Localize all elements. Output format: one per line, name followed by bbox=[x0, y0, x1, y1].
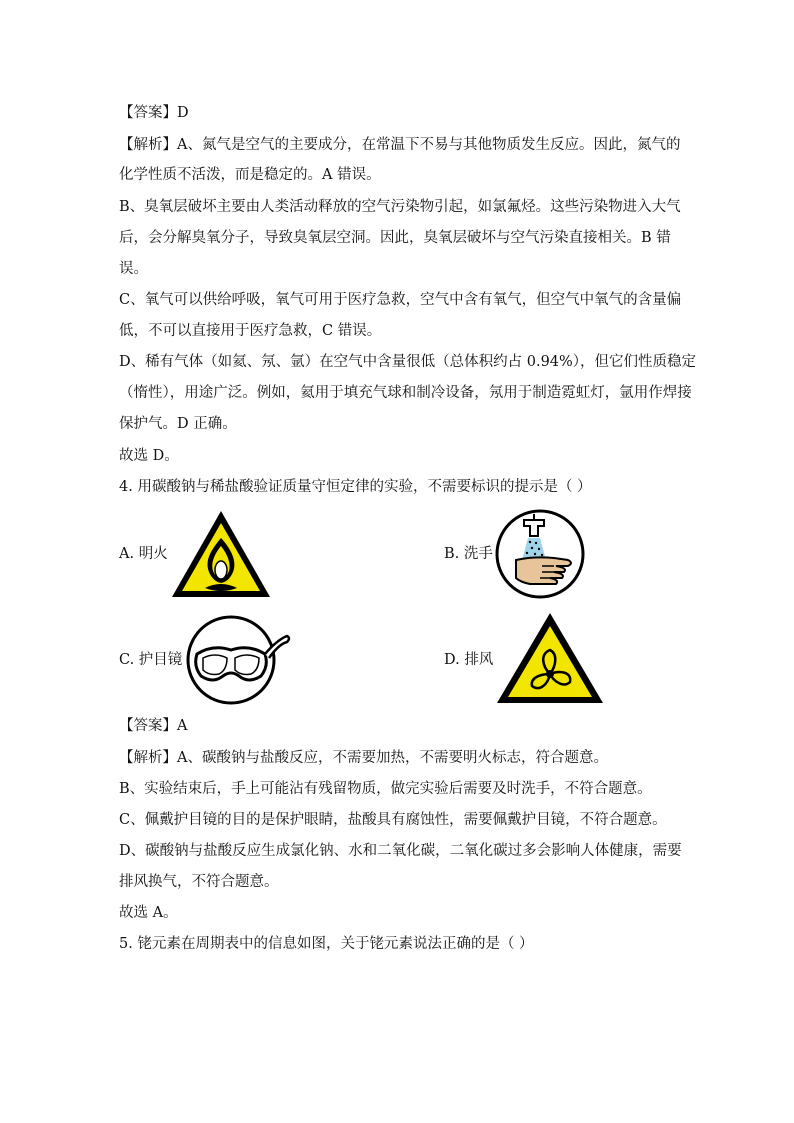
q4-stem: 4. 用碳酸钠与稀盐酸验证质量守恒定律的实验，不需要标识的提示是（ ） bbox=[119, 479, 592, 495]
q4-answer: 【答案】A bbox=[119, 718, 188, 734]
q3-analysis-line: 误。 bbox=[119, 261, 148, 277]
option-c-label: C. 护目镜 bbox=[119, 652, 183, 668]
option-b-label: B. 洗手 bbox=[444, 546, 493, 562]
q3-analysis-line: 化学性质不活泼，而是稳定的。A 错误。 bbox=[119, 167, 381, 183]
q5-stem: 5. 铑元素在周期表中的信息如图，关于铑元素说法正确的是（ ） bbox=[119, 936, 534, 952]
q3-analysis-line: （惰性），用途广泛。例如，氦用于填充气球和制冷设备，氖用于制造霓虹灯，氩用作焊接 bbox=[119, 385, 692, 401]
q3-analysis-line: D、稀有气体（如氦、氖、氩）在空气中含量很低（总体积约占 0.94%），但它们性质稳定 bbox=[119, 354, 697, 370]
q3-answer: 【答案】D bbox=[119, 105, 189, 121]
q3-analysis-line: B、臭氧层破坏主要由人类活动释放的空气污染物引起，如氯氟烃。这些污染物进入大气 bbox=[119, 199, 681, 215]
q3-analysis-line: 低，不可以直接用于医疗急救，C 错误。 bbox=[119, 323, 382, 339]
q4-analysis-line: 【解析】A、碳酸钠与盐酸反应，不需要加热，不需要明火标志，符合题意。 bbox=[119, 750, 608, 766]
q3-analysis-line: 【解析】A、氮气是空气的主要成分，在常温下不易与其他物质发生反应。因此，氮气的 bbox=[119, 137, 681, 153]
exhaust-fan-warning-icon bbox=[494, 610, 606, 706]
q3-analysis-line: 后，会分解臭氧分子，导致臭氧层空洞。因此，臭氧层破坏与空气污染直接相关。B 错 bbox=[119, 230, 671, 246]
q4-analysis-line: 排风换气，不符合题意。 bbox=[119, 874, 279, 890]
option-d-label: D. 排风 bbox=[444, 652, 494, 668]
option-a-label: A. 明火 bbox=[119, 546, 168, 562]
q3-analysis-line: C、氧气可以供给呼吸，氧气可用于医疗急救，空气中含有氧气，但空气中氧气的含量偏 bbox=[119, 292, 682, 308]
q4-analysis-line: B、实验结束后，手上可能沾有残留物质，做完实验后需要及时洗手，不符合题意。 bbox=[119, 781, 652, 797]
q3-analysis-line: 保护气。D 正确。 bbox=[119, 416, 237, 432]
open-flame-warning-icon bbox=[169, 508, 273, 600]
q4-analysis-line: C、佩戴护目镜的目的是保护眼睛，盐酸具有腐蚀性，需要佩戴护目镜，不符合题意。 bbox=[119, 812, 667, 828]
q4-analysis-line: D、碳酸钠与盐酸反应生成氯化钠、水和二氧化碳，二氧化碳过多会影响人体健康，需要 bbox=[119, 843, 682, 859]
safety-goggles-icon bbox=[183, 614, 293, 706]
q3-conclusion: 故选 D。 bbox=[119, 448, 179, 464]
hand-washing-icon bbox=[494, 508, 586, 600]
q4-conclusion: 故选 A。 bbox=[119, 905, 178, 921]
